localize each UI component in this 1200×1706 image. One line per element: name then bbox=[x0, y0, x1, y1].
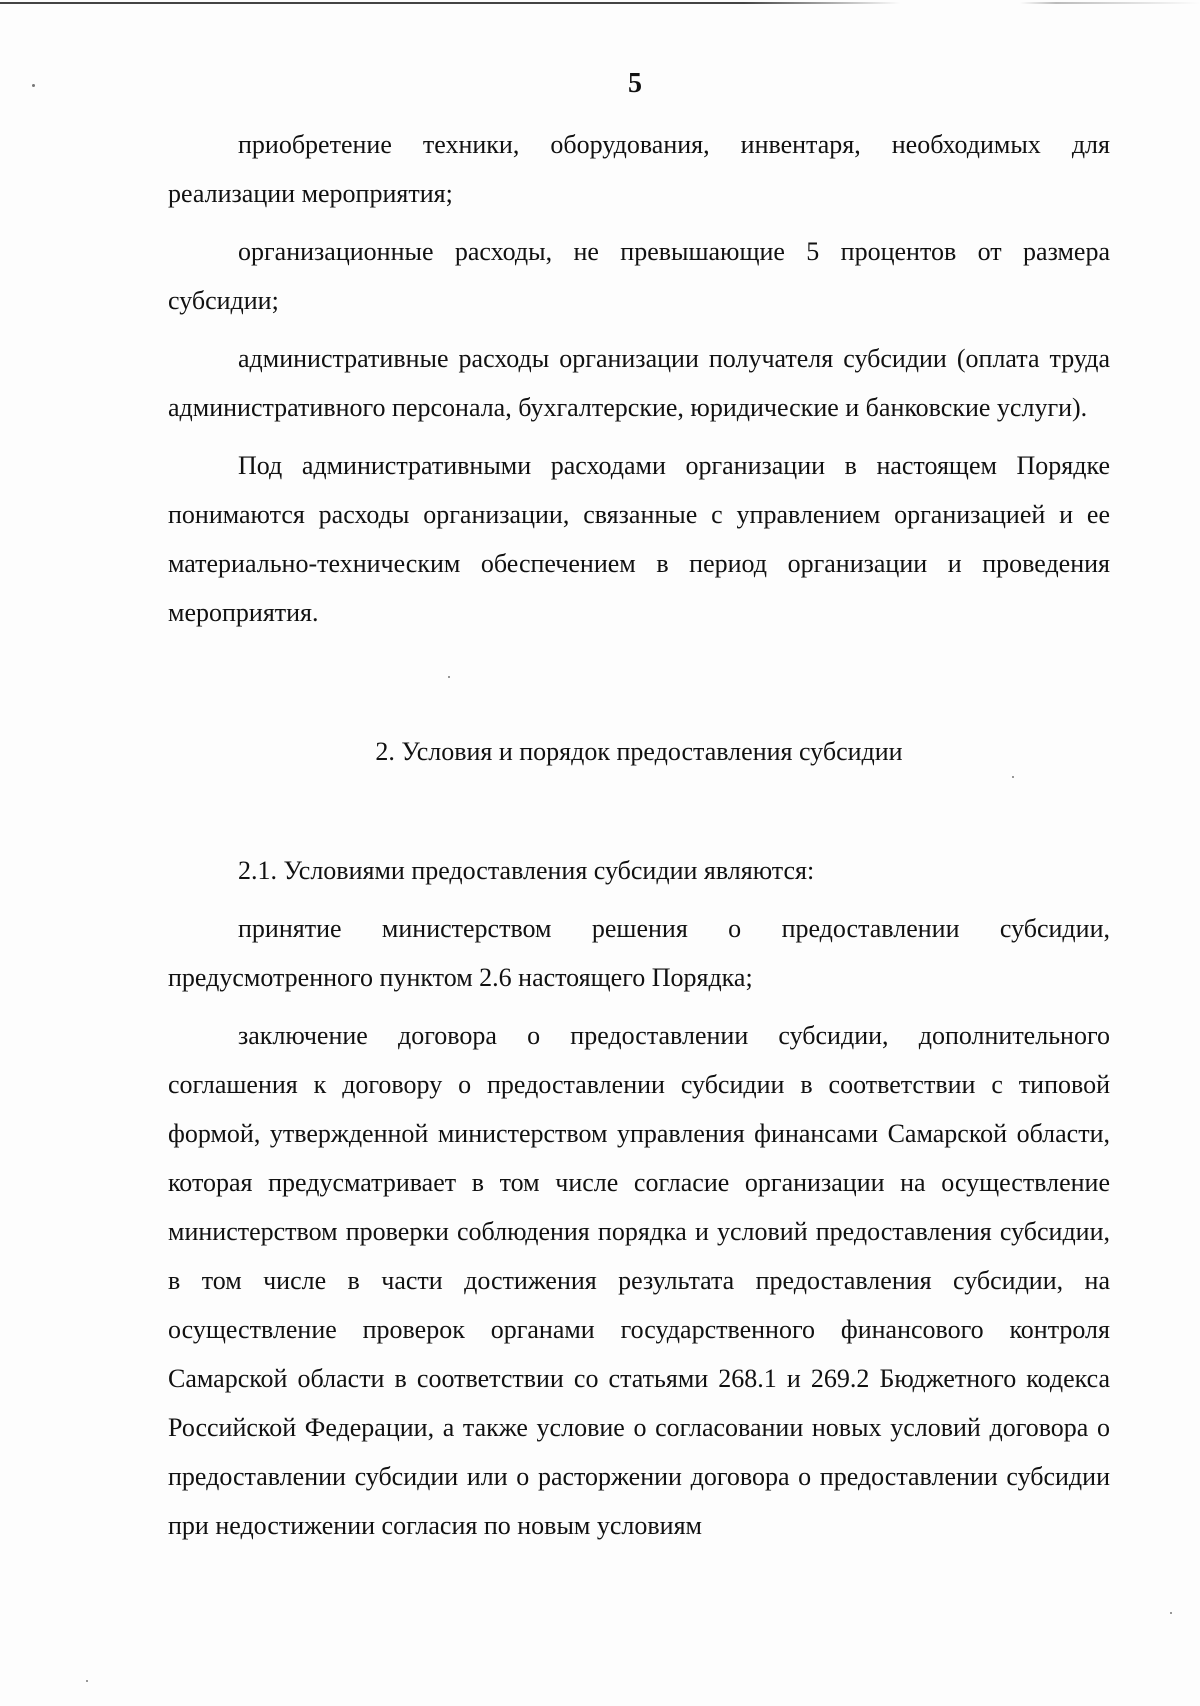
paragraph-organizational-expenses: организационные расходы, не превышающие 5 процентов от размера субсидии; bbox=[168, 237, 1110, 315]
scan-speck bbox=[86, 1680, 88, 1682]
section-1-body bbox=[168, 120, 1110, 646]
paragraph-agreement-conclusion: заключение договора о предоставлении субсидии, дополнительного соглашения к договору о предоставлении субсидии в соответствии с типовой формой, утвержденной министерством управления финансами Самарской области, которая предусматривает в том числе согласие организации на осуществление министерством проверки соблюдения порядка и условий предоставления субсидии, в том числе в части достижения результата предоставления субсидии, на осуществление проверок органами государственного финансового контроля Самарской области в соответствии со статьями 268.1 и 269.2 Бюджетного кодекса Российской Федерации, а также условие о согласовании новых условий договора о предоставлении субсидии или о расторжении договора о предоставлении субсидии при недостижении согласия по новым условиям bbox=[168, 1021, 1110, 1540]
scan-speck bbox=[1170, 1612, 1172, 1614]
paragraph-administrative-expenses: административные расходы организации получателя субсидии (оплата труда административного персонала, бухгалтерские, юридические и банковские услуги). bbox=[168, 344, 1110, 422]
paragraph-equipment-purchase: приобретение техники, оборудования, инвентаря, необходимых для реализации мероприятия; bbox=[168, 130, 1110, 208]
scan-speck bbox=[1012, 776, 1014, 778]
scan-speck bbox=[448, 676, 450, 678]
paragraph-2-1-conditions: 2.1. Условиями предоставления субсидии являются: bbox=[238, 856, 815, 885]
page-number: 5 bbox=[628, 68, 642, 99]
section-2-body bbox=[168, 846, 1110, 1559]
scan-top-border bbox=[0, 2, 1200, 4]
paragraph-administrative-definition: Под административными расходами организации в настоящем Порядке понимаются расходы организации, связанные с управлением организацией и ее материально-техническим обеспечением в период организации и проведения мероприятия. bbox=[168, 451, 1110, 627]
scan-speck bbox=[32, 84, 35, 87]
paragraph-ministry-decision: принятие министерством решения о предоставлении субсидии, предусмотренного пунктом 2.6 настоящего Порядка; bbox=[168, 914, 1110, 992]
section-2-heading: 2. Условия и порядок предоставления субсидии bbox=[375, 737, 903, 766]
